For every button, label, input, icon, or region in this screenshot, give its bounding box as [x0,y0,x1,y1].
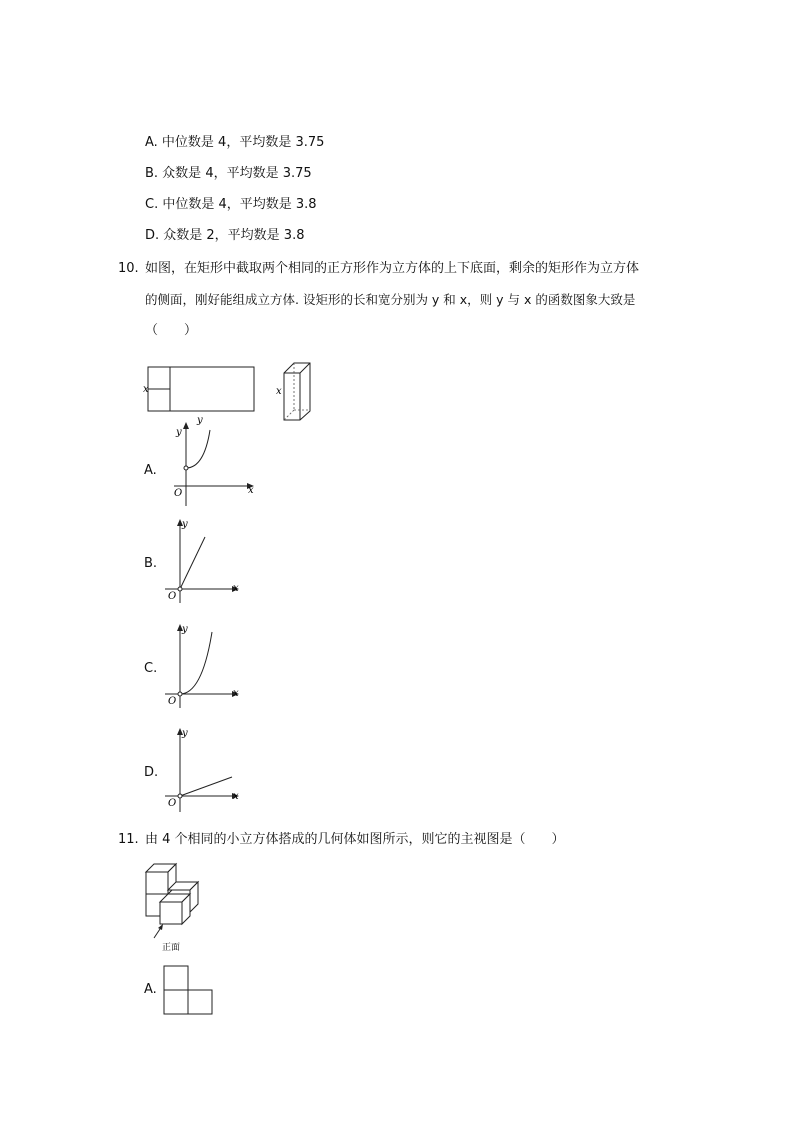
svg-text:y: y [182,728,188,739]
svg-text:O: O [174,488,183,499]
q9-option-d: D. 众数是 2，平均数是 3.8 [145,228,305,243]
q10-option-b-label: B. [144,556,158,571]
q11-option-a-figure [160,962,216,1018]
q10-option-a-graph [160,418,260,510]
q10-option-a-label: A. [144,463,157,478]
q9-option-b: B. 众数是 4，平均数是 3.75 [145,166,312,181]
svg-text:x: x [233,688,239,699]
svg-text:O: O [168,696,177,707]
q10-text-line1: 如图，在矩形中截取两个相同的正方形作为立方体的上下底面，剩余的矩形作为立方体 [145,261,640,276]
front-label: 正面 [162,943,181,953]
svg-text:x: x [248,485,254,496]
q10-text-line2: 的侧面，刚好能组成立方体. 设矩形的长和宽分别为 y 和 x，则 y 与 x 的函数图象大致是 [145,292,636,307]
svg-text:y: y [182,624,188,635]
q10-option-c-graph [160,620,250,710]
svg-text:x: x [233,791,239,802]
q10-text-line3: （ ） [145,323,198,338]
svg-text:x: x [233,583,239,594]
prism-label-x: x [276,386,282,397]
q11-option-a-label: A. [144,982,157,997]
q9-option-a: A. 中位数是 4，平均数是 3.75 [145,135,325,150]
prism-figure [284,363,310,420]
q10-option-c-label: C. [144,661,158,676]
rect-label-x: x [143,384,149,395]
svg-text:y: y [176,427,182,438]
svg-text:O: O [168,798,177,809]
q10-option-d-label: D. [144,765,159,780]
q9-option-c: C. 中位数是 4，平均数是 3.8 [145,197,317,212]
q10-option-b-graph [160,515,250,605]
q11-number: 11. [118,832,139,847]
q10-number: 10. [118,261,139,276]
q10-option-d-graph [160,724,250,814]
svg-text:y: y [182,519,188,530]
q11-text: 由 4 个相同的小立方体搭成的几何体如图所示，则它的主视图是（ ） [145,832,565,847]
rect-label-y: y [197,415,203,426]
svg-text:O: O [168,591,177,602]
